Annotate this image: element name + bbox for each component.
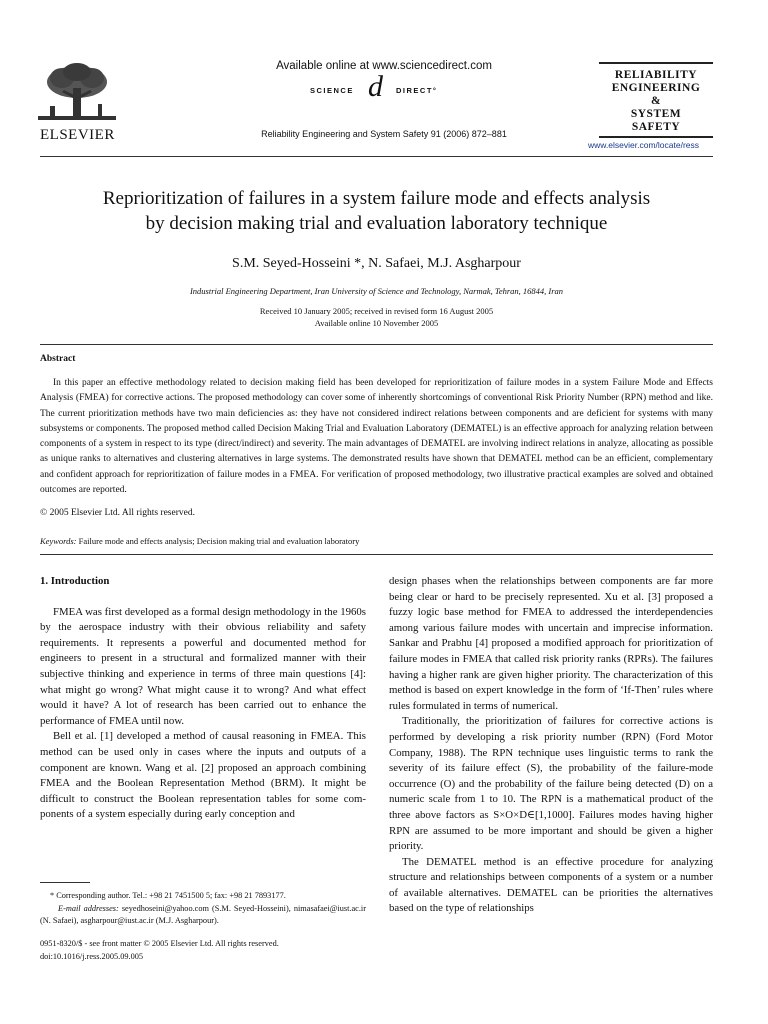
header-divider	[40, 156, 713, 157]
publisher-name: ELSEVIER	[40, 127, 115, 143]
paragraph: Bell et al. [1] developed a method of causal reasoning in FMEA. This method can be used only in cases where the inputs and outputs of a component are known. Wang et al. [2] proposed an approach combining FMEA and the Boolean Representation Method (BRM). It might be difficult to construct the Boolean representation tables for some components of a system especially during early conception and	[40, 730, 366, 821]
sciencedirect-logo-left: SCIENCE	[310, 86, 354, 95]
section-heading: 1. Introduction	[40, 575, 110, 587]
journal-logo-line: SYSTEM	[630, 108, 682, 120]
keywords-list: Failure mode and effects analysis; Decision making trial and evaluation laboratory	[78, 536, 360, 546]
email-label: E-mail addresses:	[58, 903, 119, 913]
email-addresses	[40, 903, 366, 928]
sciencedirect-logo-right: DIRECT°	[396, 86, 438, 95]
body-left-column	[40, 574, 366, 823]
received-date: Received 10 January 2005; received in revised form 16 August 2005	[259, 306, 494, 316]
paragraph: design phases when the relationships between components are far more being clear or hard to be precisely represented. Xu et al. [3] proposed a fuzzy logic base method for FMEA to addressed the interdependencies among various failure modes with uncertain and imprecise information. Sankar and Prabhu [4] proposed a modified approach for prioritization of failure modes in FMEA that called risk priority ranks (RPRs). The failures having a higher rank are given higher priority. The characterization of this method is based on expert knowledge in the form of ‘If-Then’ rules where rules formulated in terms of numerical.	[389, 575, 713, 712]
journal-reference: Reliability Engineering and System Safety 91 (2006) 872–881	[261, 129, 507, 139]
keywords-label: Keywords:	[40, 536, 77, 546]
sciencedirect-logo	[310, 70, 460, 106]
article-title-line1: Reprioritization of failures in a system failure mode and effects analysis	[102, 188, 651, 209]
abstract-body: In this paper an effective methodology related to decision making field has been developed for reprioritization of failure modes in a system Failure Mode and Effects Analysis (FMEA) for corrective actions. The proposed methodology can cover some of inherently shortcomings of conventional Risk Priority Number (RPN) method and like. The current prioritization methods have two main deficiencies as: they have not considered indirect relations between components and are deficient for systems with many subsystems or components. The proposed method called Decision Making Trial and Evaluation Laboratory (DEMATEL) is an effective approach for analyzing relation between components of a system in respect to its type (direct/indirect) and severity. The main advantages of DEMATEL are involving indirect relations in analyze, allocating as possible as unique ranks to alternatives and clustering alternatives in large systems. The demonstrated results have shown that DEMATEL method can be an efficient, complementary and confident approach for reprioritization of failure modes in a FMEA. For verification of proposed methodology, two illustrative practical examples are solved and obtained outcomes are reported.	[40, 378, 713, 496]
journal-logo-line: &	[650, 95, 662, 107]
issn-line: 0951-8320/$ - see front matter © 2005 Elsevier Ltd. All rights reserved.	[40, 939, 279, 948]
doi-line[interactable]: doi:10.1016/j.ress.2005.09.005	[40, 951, 144, 961]
abstract-heading: Abstract	[40, 354, 76, 364]
available-online-text[interactable]: Available online at www.sciencedirect.com	[276, 60, 492, 72]
keywords-divider	[40, 554, 713, 555]
corresponding-author-note: * Corresponding author. Tel.: +98 21 7451500 5; fax: +98 21 7893177.	[50, 891, 286, 900]
journal-logo-line: RELIABILITY	[614, 69, 698, 81]
keywords	[40, 536, 359, 546]
sciencedirect-logo-mark: d	[368, 70, 383, 103]
article-title-line2: by decision making trial and evaluation laboratory technique	[145, 213, 608, 234]
article-authors: S.M. Seyed-Hosseini *, N. Safaei, M.J. Asgharpour	[232, 256, 521, 271]
footnote-divider	[40, 882, 90, 883]
front-matter	[40, 938, 366, 963]
journal-logo-line: SAFETY	[631, 121, 681, 133]
journal-logo	[599, 62, 713, 138]
journal-url-link[interactable]: www.elsevier.com/locate/ress	[588, 140, 700, 150]
article-title	[40, 186, 713, 236]
body-right-column	[389, 574, 713, 917]
author-affiliation: Industrial Engineering Department, Iran University of Science and Technology, Narmak, Tehran, 16844, Iran	[189, 286, 564, 296]
abstract-copyright: © 2005 Elsevier Ltd. All rights reserved.	[40, 508, 195, 518]
available-date: Available online 10 November 2005	[314, 318, 439, 328]
paragraph: Traditionally, the prioritization of failures for corrective actions is performed by developing a risk priority number (RPN) (Ford Motor Company, 1988). The RPN technique uses linguistic terms to rank the severity of its failure effect (S), the probability of the failure-mode occurrence (O) and the probability of the failure being detected (D) on a numeric scale from 1 to 10. The RPN is a mathematical product of the three above factors as S×O×D∈[1,1000]. Failures modes having higher RPN are assumed to be more important and should be given a higher priority.	[389, 715, 713, 853]
paragraph: FMEA was first developed as a formal design methodology in the 1960s by the aerospace industry with their obvious reliability and safety requirements. It represents a powerful and documented method for engineers to present in a structural and formalized manner with their subjective thinking and experience in terms of three main questions [4]: what might go wrong? What might cause it to wrong? And what effect would it have? A lot of research has been carried out to enhance the performance of FMEA until now.	[40, 605, 366, 727]
email-list[interactable]: seyedhoseini@yahoo.com (S.M. Seyed-Hosseini), nimasafaei@iust.ac.ir (N. Safaei), asgharpour@iust.ac.ir (M.J. Asgharpour).	[40, 903, 366, 925]
paragraph: The DEMATEL method is an effective procedure for analyzing structure and relationships between components of a system or a number of available alternatives. DEMATEL can be priorities the alternatives based on the type of relationships	[389, 855, 713, 915]
article-dates	[40, 305, 713, 329]
footnote	[40, 890, 366, 928]
journal-logo-line: ENGINEERING	[611, 82, 701, 94]
abstract-top-divider	[40, 344, 713, 345]
